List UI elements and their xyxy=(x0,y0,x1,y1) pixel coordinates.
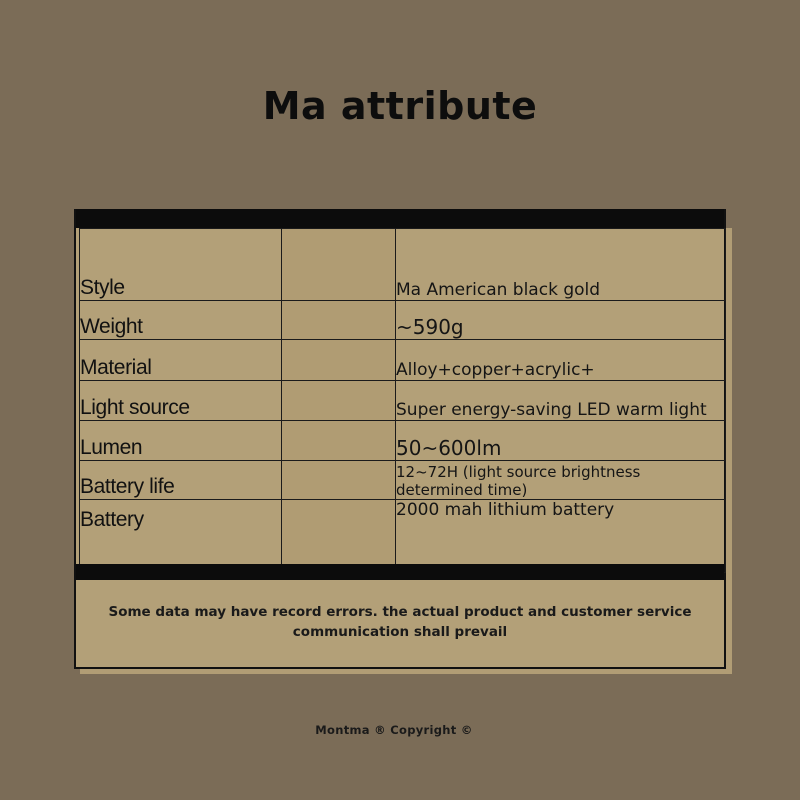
table-row xyxy=(80,340,726,381)
spec-value-light-source: Super energy-saving LED warm light xyxy=(396,381,726,421)
spec-value-style: Ma American black gold xyxy=(396,229,726,301)
table-row xyxy=(80,229,726,301)
spec-label-material: Material xyxy=(80,340,282,381)
table-row xyxy=(80,500,726,573)
spec-value-lumen: 50~600lm xyxy=(396,421,726,461)
spec-blank-cell xyxy=(282,381,396,421)
spec-value-weight: ~590g xyxy=(396,301,726,340)
page-title: Ma attribute xyxy=(262,84,538,128)
spec-blank-cell xyxy=(282,301,396,340)
table-row xyxy=(80,381,726,421)
spec-value-material: Alloy+copper+acrylic+ xyxy=(396,340,726,381)
spec-label-battery: Battery xyxy=(80,500,282,573)
spec-value-battery: 2000 mah lithium battery xyxy=(396,500,726,573)
table-row xyxy=(80,421,726,461)
spec-label-style: Style xyxy=(80,229,282,301)
table-row xyxy=(80,461,726,500)
spec-table xyxy=(79,228,726,573)
spec-value-battery-life: 12~72H (light source brightness determined time) xyxy=(396,461,726,500)
copyright-text: Montma ® Copyright © xyxy=(315,723,473,737)
spec-blank-cell xyxy=(282,340,396,381)
disclaimer-note: Some data may have record errors. the actual product and customer service communication shall prevail xyxy=(108,604,692,640)
spec-label-weight: Weight xyxy=(80,301,282,340)
divider-bar xyxy=(76,564,724,580)
spec-label-lumen: Lumen xyxy=(80,421,282,461)
spec-blank-cell xyxy=(282,421,396,461)
spec-blank-cell xyxy=(282,500,396,573)
table-row xyxy=(80,301,726,340)
top-bar xyxy=(76,209,724,228)
spec-blank-cell xyxy=(282,229,396,301)
attribute-card xyxy=(74,209,726,669)
spec-label-battery-life: Battery life xyxy=(80,461,282,500)
spec-blank-cell xyxy=(282,461,396,500)
spec-label-light-source: Light source xyxy=(80,381,282,421)
